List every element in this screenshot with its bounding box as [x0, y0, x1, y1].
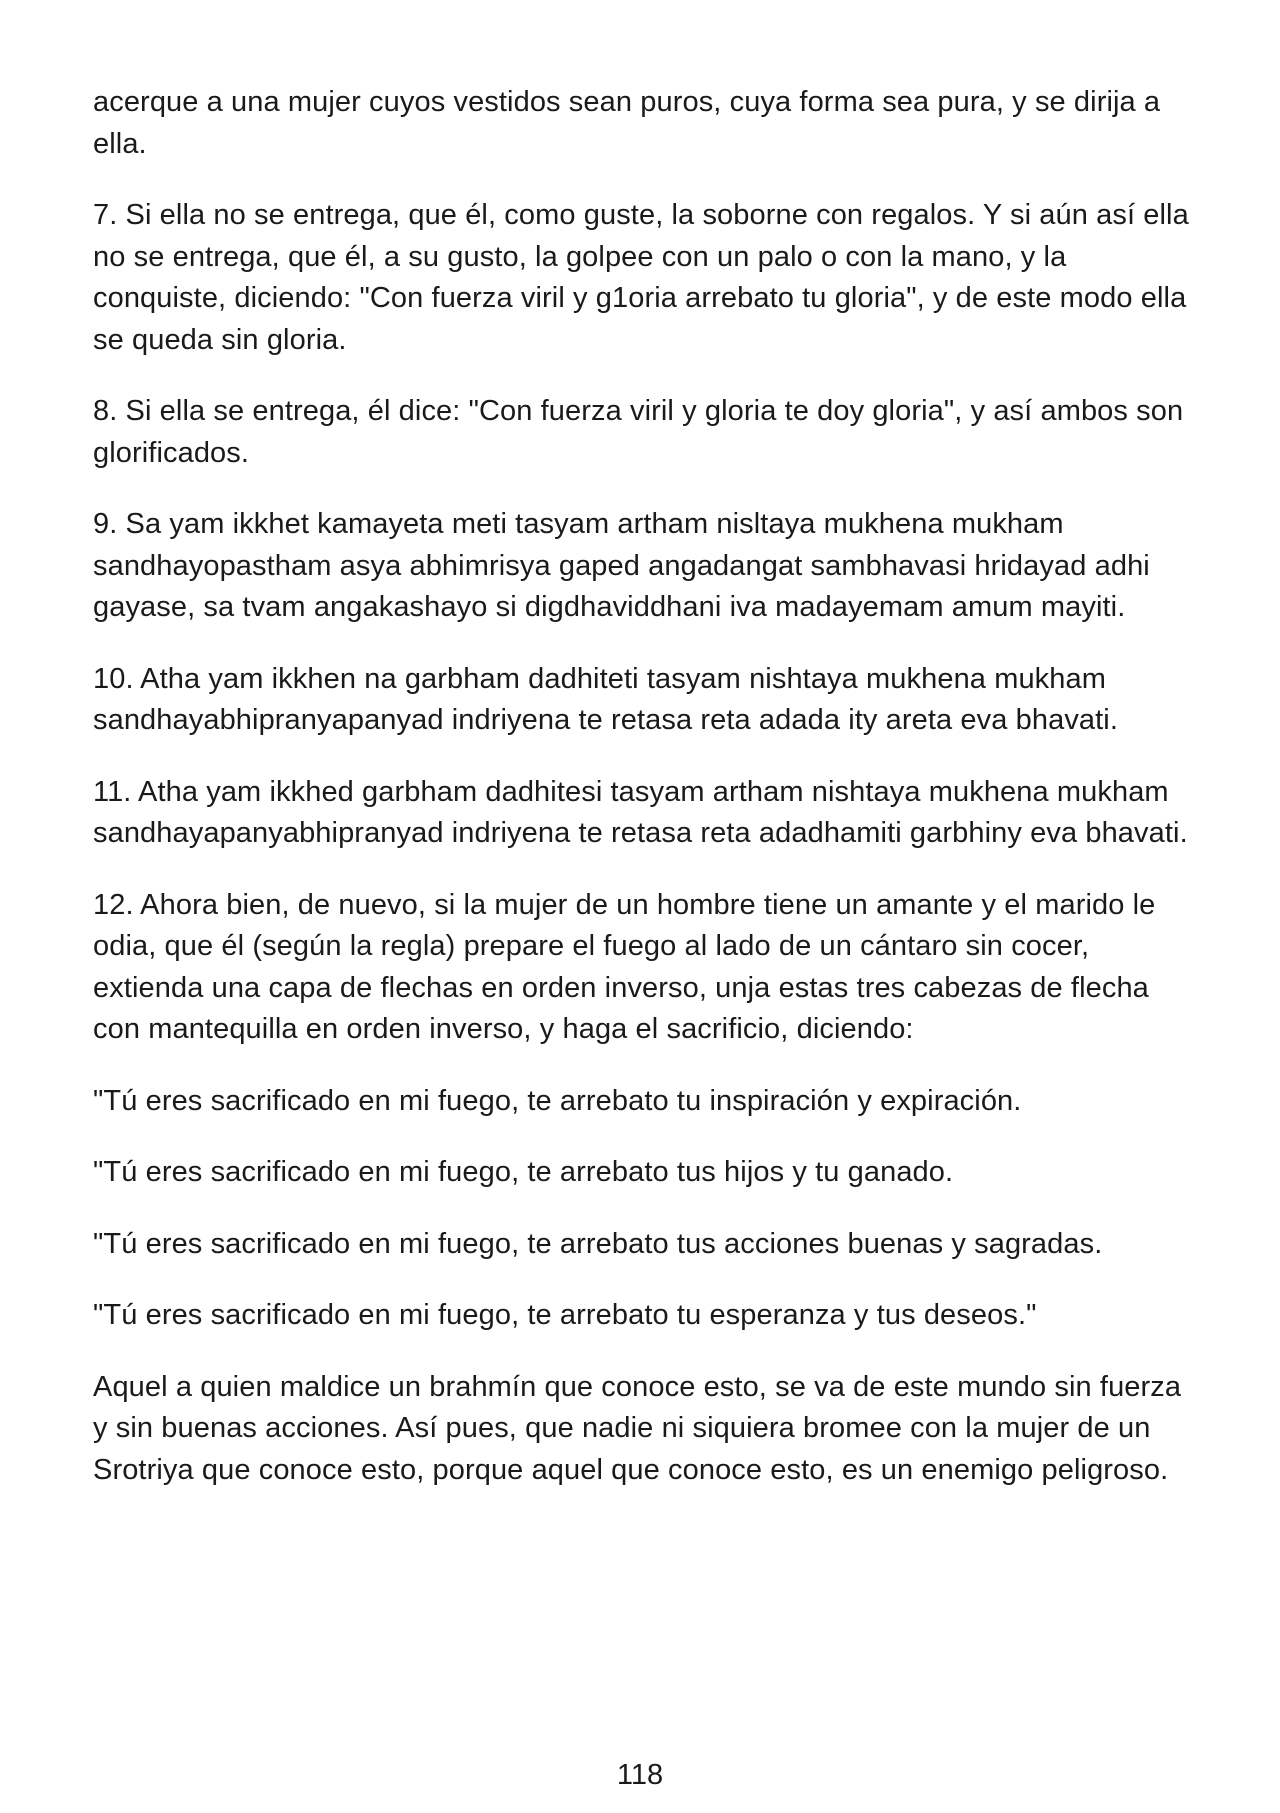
- paragraph-continuation: acerque a una mujer cuyos vestidos sean puros, cuya forma sea pura, y se dirija a ella.: [93, 86, 1161, 160]
- invocation-line-2: "Tú eres sacrificado en mi fuego, te arrebato tus hijos y tu ganado.: [93, 1156, 954, 1188]
- invocation-line-3: "Tú eres sacrificado en mi fuego, te arrebato tus acciones buenas y sagradas.: [93, 1227, 1103, 1260]
- page-number: 118: [616, 1759, 664, 1791]
- paragraph-9: 9. Sa yam ikkhet kamayeta meti tasyam artham nisltaya mukhena mukham sandhayopastham asya abhimrisya gaped angadangat sambhavasi hridayad adhi gayase, sa tvam angakashayo si digdhaviddhani iva madayemam amum mayiti.: [93, 508, 1150, 623]
- paragraph-10: 10. Atha yam ikkhen na garbham dadhiteti tasyam nishtaya mukhena mukham sandhayabhipranyapanyad indriyena te retasa reta adada ity areta eva bhavati.: [93, 662, 1119, 736]
- page-body: [93, 82, 1203, 1521]
- closing-paragraph: Aquel a quien maldice un brahmín que conoce esto, se va de este mundo sin fuerza y sin buenas acciones. Así pues, que nadie ni siquiera bromee con la mujer de un Srotriya que conoce esto, porque aquel que conoce esto, es un enemigo peligroso.: [93, 1370, 1182, 1486]
- invocation-line-4: "Tú eres sacrificado en mi fuego, te arrebato tu esperanza y tus deseos.": [93, 1299, 1037, 1331]
- paragraph-8: 8. Si ella se entrega, él dice: "Con fuerza viril y gloria te doy gloria", y así ambos son glorificados.: [93, 395, 1184, 469]
- paragraph-11: 11. Atha yam ikkhed garbham dadhitesi tasyam artham nishtaya mukhena mukham sandhayapanyabhipranyad indriyena te retasa reta adadhamiti garbhiny eva bhavati.: [93, 775, 1188, 849]
- invocation-line-1: "Tú eres sacrificado en mi fuego, te arrebato tu inspiración y expiración.: [93, 1084, 1022, 1117]
- paragraph-7: 7. Si ella no se entrega, que él, como guste, la soborne con regalos. Y si aún así ella no se entrega, que él, a su gusto, la golpee con un palo o con la mano, y la conquiste, diciendo: "Con fuerza viril y g1oria arrebato tu gloria", y de este modo ella se queda sin gloria.: [93, 199, 1189, 356]
- paragraph-12: 12. Ahora bien, de nuevo, si la mujer de un hombre tiene un amante y el marido le odia, que él (según la regla) prepare el fuego al lado de un cántaro sin cocer, extienda una capa de flechas en orden inverso, unja estas tres cabezas de flecha con mantequilla en orden inverso, y haga el sacrificio, diciendo:: [93, 888, 1156, 1045]
